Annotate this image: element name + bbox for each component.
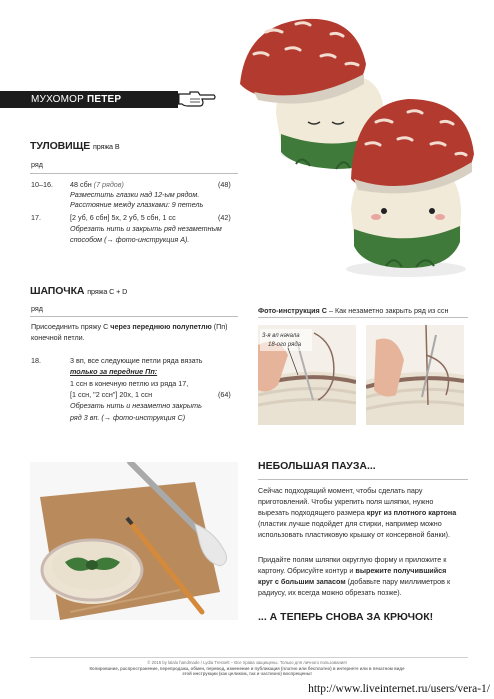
instruction-photo-1 xyxy=(258,325,356,425)
row-text: 48 сбн xyxy=(70,180,92,189)
row-instruction: Обрезать нить и закрыть ряд незаметным xyxy=(70,224,222,233)
row-instruction: Обрезать нить и незаметно закрыть xyxy=(70,401,202,410)
pointing-hand-icon xyxy=(176,88,218,110)
paragraph-bold: круг с большим запасом xyxy=(258,577,346,586)
divider xyxy=(258,317,468,318)
cardboard-photo xyxy=(30,462,238,620)
cap-intro xyxy=(31,322,241,332)
divider xyxy=(30,316,238,317)
cap-title-text: ШАПОЧКА xyxy=(30,285,85,297)
body-section-title xyxy=(30,140,120,152)
row-instruction: Разместить глазки над 12-ым рядом. xyxy=(70,190,200,199)
stitch-count: (64) xyxy=(218,390,231,399)
paragraph-bold: вырежите получившийся xyxy=(355,566,447,575)
paragraph-line xyxy=(258,566,446,576)
page-title-main: МУХОМОР xyxy=(31,94,84,105)
row-instruction: 1 ссн в конечную петлю из ряда 17, xyxy=(70,379,189,388)
row-column-header: ряд xyxy=(31,304,44,313)
row-instruction: 3 вп, все следующие петли ряда вязать xyxy=(70,356,203,365)
photo-instruction-text: – Как незаметно закрыть ряд из ссн xyxy=(326,306,449,315)
photo-instruction-caption xyxy=(258,306,473,316)
row-instruction-emphasis: только за передние Пп: xyxy=(70,367,158,376)
row-instruction xyxy=(70,180,124,190)
row-number: 17. xyxy=(31,213,41,222)
paragraph-text: (добавьте пару миллиметров к xyxy=(345,577,451,586)
photo-annotation: 18-ого ряда xyxy=(268,342,302,348)
row-instruction: способом (→ фото-инструкция А). xyxy=(70,235,190,244)
row-number: 18. xyxy=(31,356,41,365)
stitch-count: (42) xyxy=(218,213,231,222)
instruction-photo-2 xyxy=(366,325,464,425)
row-instruction: [1 ссн, "2 ссн"] 20х, 1 ссн xyxy=(70,390,153,399)
row-instruction: [2 уб, 6 сбн] 5х, 2 уб, 5 сбн, 1 сс xyxy=(70,213,176,222)
photo-annotation: 3-я вп начала xyxy=(262,333,300,339)
paragraph-line: использовать пластиковую крышку от консервной банки). xyxy=(258,530,451,539)
mushroom-photo xyxy=(236,4,476,279)
pause-title: НЕБОЛЬШАЯ ПАУЗА... xyxy=(258,460,376,472)
paragraph-line: Сейчас подходящий момент, чтобы сделать пару xyxy=(258,486,423,495)
paragraph-bold: круг из плотного картона xyxy=(366,508,457,517)
cap-yarn-label: пряжа C + D xyxy=(87,287,128,296)
page-title xyxy=(31,94,121,105)
photo-instruction-label: Фото-инструкция С xyxy=(258,306,327,315)
row-instruction: ряд 3 вп. (→ фото-инструкция С) xyxy=(70,413,186,422)
paragraph-line: (пластик лучше подойдет для стирки, например можно xyxy=(258,519,442,528)
outro-heading: ... А ТЕПЕРЬ СНОВА ЗА КРЮЧОК! xyxy=(258,611,434,623)
divider xyxy=(30,173,238,174)
footer-divider xyxy=(30,657,468,658)
footer-legal: этой инструкции (как целиком, так и частично) воспрещены! xyxy=(182,671,312,677)
row-number: 10–16. xyxy=(31,180,53,189)
paragraph-text: вырезать подходящего размера xyxy=(258,508,367,517)
body-title-text: ТУЛОВИЩЕ xyxy=(30,140,91,152)
stitch-count: (48) xyxy=(218,180,231,189)
paragraph-line: радиусу, их всегда можно обрезать позже). xyxy=(258,588,402,597)
cap-intro-line2: конечной петли. xyxy=(31,333,85,342)
page-title-name: ПЕТЕР xyxy=(86,94,122,105)
cap-intro-text: Присоединить пряжу С xyxy=(31,322,111,331)
row-note: (7 рядов) xyxy=(93,180,124,189)
cap-section-title xyxy=(30,285,127,297)
footer-copyright: © 2015 by lalalu handmade / Lydia Tresselt – Все права защищены. Только для личного пользования! xyxy=(147,660,347,665)
paragraph-line: Придайте полям шляпки округлую форму и приложите к xyxy=(258,555,447,564)
paragraph-line: приготовлений. Чтобы укрепить поля шляпки, нужно xyxy=(258,497,434,506)
body-yarn-label: пряжа B xyxy=(92,142,120,151)
divider xyxy=(258,479,468,480)
cap-intro-text: (Пп) xyxy=(211,322,228,331)
footer xyxy=(0,660,494,677)
paragraph-line xyxy=(258,577,450,587)
paragraph-text: картону. Обрисуйте контур и xyxy=(258,566,356,575)
paragraph-line xyxy=(258,508,456,518)
row-instruction: Расстояние между глазками: 9 петель xyxy=(70,200,204,209)
cap-intro-bold: через переднюю полупетлю xyxy=(110,322,212,331)
footer-legal: Копирование, распространение, перепродажа, обмен, перевод, изменение и публикация (платно или бесплатно) в интернете или в печатном виде xyxy=(89,665,405,671)
watermark-link[interactable]: http://www.liveinternet.ru/users/vera-1/ xyxy=(308,683,490,695)
row-column-header: ряд xyxy=(31,160,44,169)
